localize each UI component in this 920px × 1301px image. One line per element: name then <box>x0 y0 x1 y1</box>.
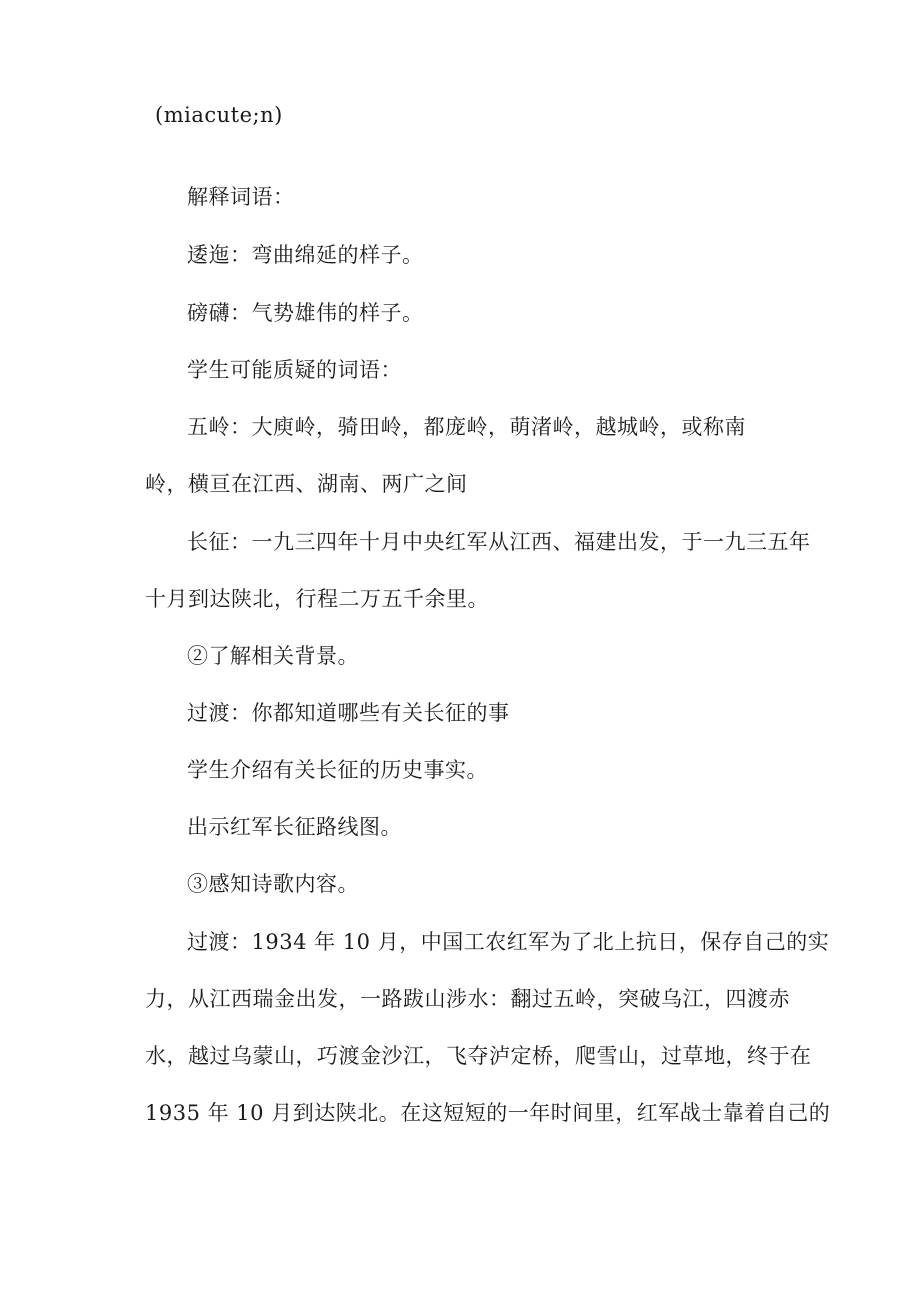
text-line-transition-2: 过渡：1934 年 10 月，中国工农红军为了北上抗日，保存自己的实 <box>187 930 830 954</box>
text-line-transition-2-cont-2: 水，越过乌蒙山，巧渡金沙江，飞夺泸定桥，爬雪山，过草地，终于在 <box>145 1044 812 1068</box>
text-line-students-intro: 学生介绍有关长征的历史事实。 <box>187 758 488 782</box>
text-line-weiyi: 逶迤：弯曲绵延的样子。 <box>187 243 424 267</box>
text-line-transition-1: 过渡：你都知道哪些有关长征的事 <box>187 701 510 725</box>
text-line-step-2: ②了解相关背景。 <box>187 644 359 668</box>
text-line-pronunciation: (miacute;n) <box>155 103 283 127</box>
text-line-changzheng-cont: 十月到达陕北，行程二万五千余里。 <box>145 587 489 611</box>
text-line-changzheng: 长征：一九三四年十月中央红军从江西、福建出发，于一九三五年 <box>187 530 811 554</box>
text-line-heading-explain: 解释词语： <box>187 185 295 209</box>
text-line-show-map: 出示红军长征路线图。 <box>187 815 402 839</box>
text-line-transition-2-cont-3: 1935 年 10 月到达陕北。在这短短的一年时间里，红军战士靠着自己的 <box>145 1101 831 1125</box>
text-line-wuling-cont: 岭，横亘在江西、湖南、两广之间 <box>145 472 468 496</box>
text-line-wuling: 五岭：大庾岭，骑田岭，都庞岭，萌渚岭，越城岭，或称南 <box>187 415 746 439</box>
text-line-heading-question: 学生可能质疑的词语： <box>187 358 402 382</box>
text-line-pangbo: 磅礴：气势雄伟的样子。 <box>187 301 424 325</box>
text-line-step-3: ③感知诗歌内容。 <box>187 872 359 896</box>
text-line-transition-2-cont-1: 力，从江西瑞金出发，一路跋山涉水：翻过五岭，突破乌江，四渡赤 <box>145 987 790 1011</box>
